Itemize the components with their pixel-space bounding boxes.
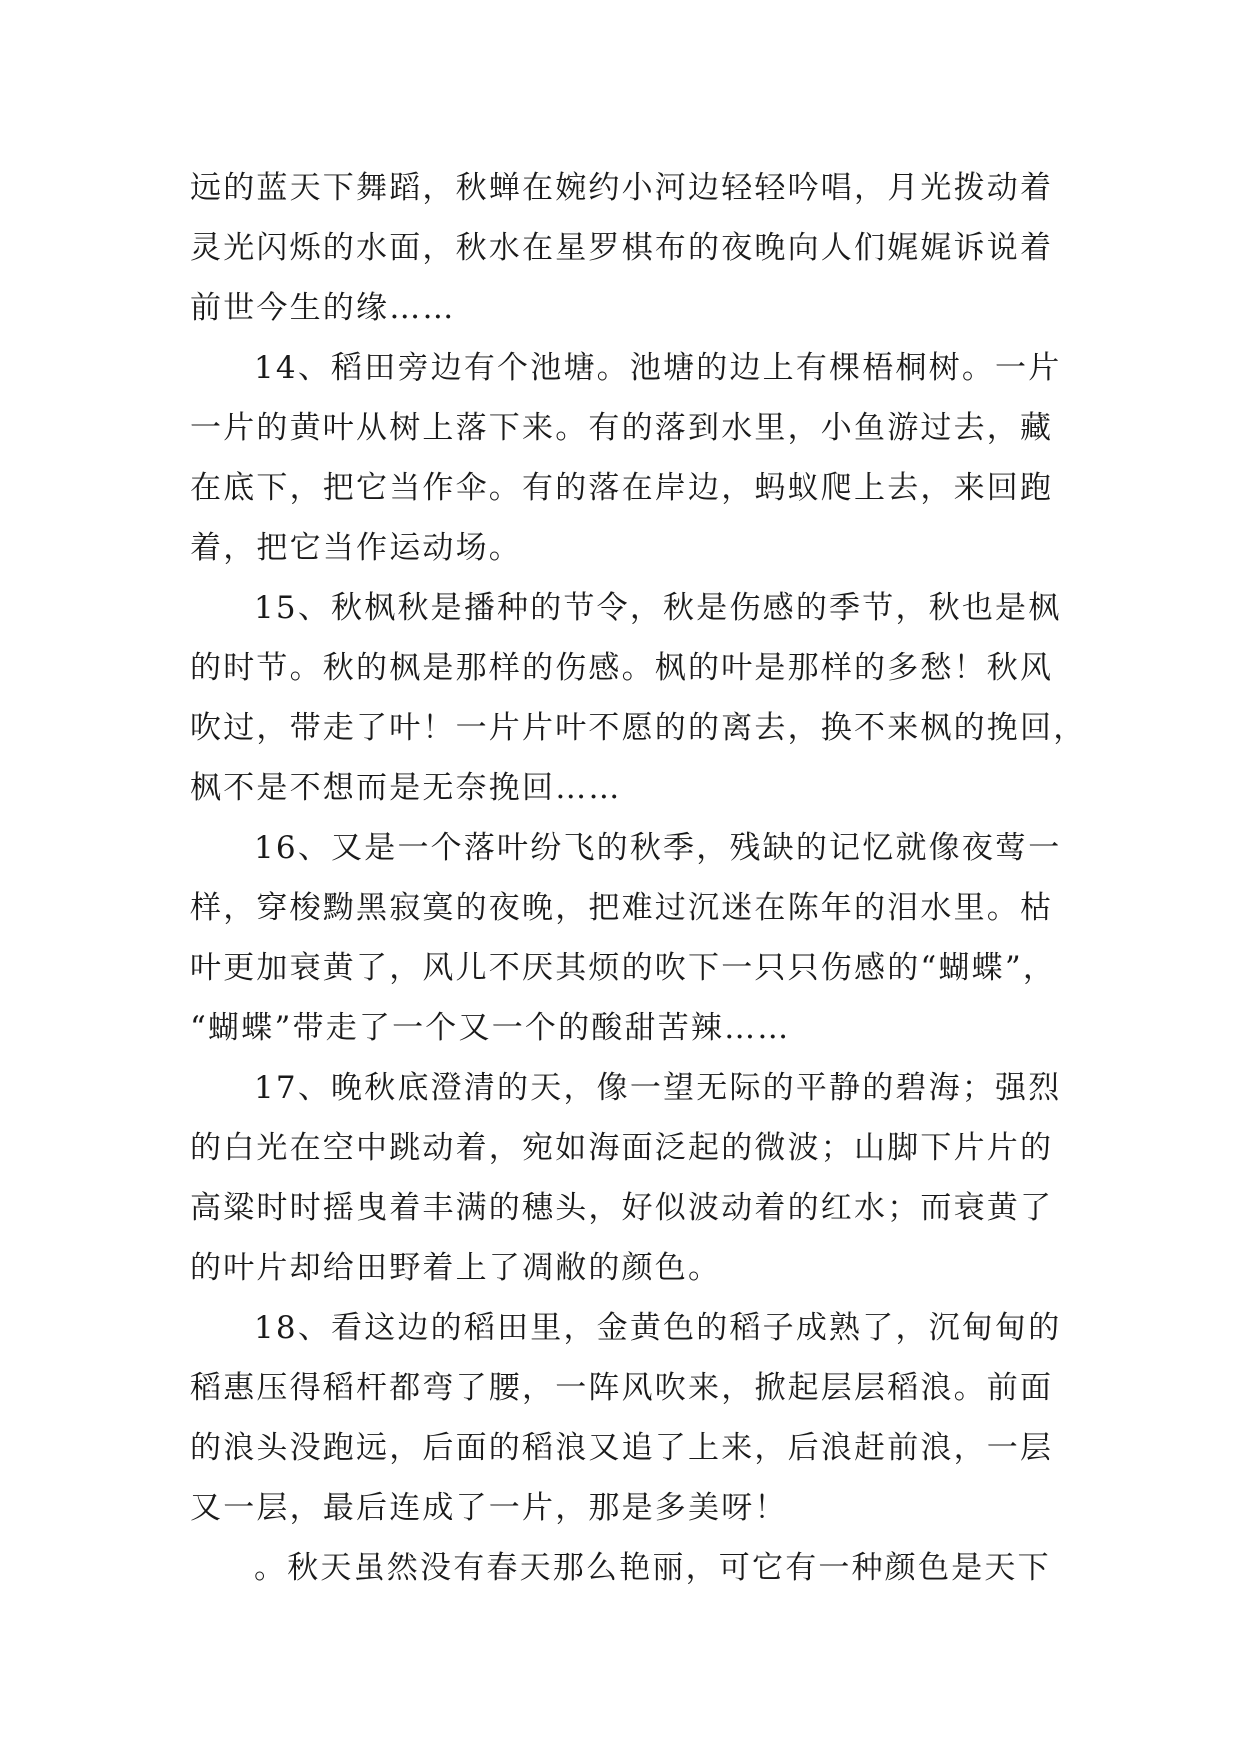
text-line: 14、稻田旁边有个池塘。池塘的边上有棵梧桐树。一片	[254, 350, 1062, 386]
text-line: 叶更加衰黄了，风儿不厌其烦的吹下一只只伤感的“蝴蝶”，	[190, 950, 1057, 986]
text-line: 的浪头没跑远，后面的稻浪又追了上来，后浪赶前浪，一层	[190, 1430, 1054, 1466]
text-line: 又一层，最后连成了一片，那是多美呀！	[190, 1490, 788, 1526]
paragraph-final	[190, 1538, 1060, 1598]
document-body	[190, 158, 1087, 1598]
text-line: “蝴蝶”带走了一个又一个的酸甜苦辣……	[190, 1010, 791, 1046]
text-line: 前世今生的缘……	[190, 290, 456, 326]
paragraph-16	[190, 818, 1060, 1058]
paragraph-17	[190, 1058, 1060, 1298]
text-line: 15、秋枫秋是播种的节令，秋是伤感的季节，秋也是枫	[254, 590, 1062, 626]
text-line: 灵光闪烁的水面，秋水在星罗棋布的夜晚向人们娓娓诉说着	[190, 230, 1054, 266]
text-line: 的叶片却给田野着上了凋敝的颜色。	[190, 1250, 722, 1286]
text-line: 远的蓝天下舞蹈，秋蝉在婉约小河边轻轻吟唱，月光拨动着	[190, 170, 1054, 206]
text-line: 的时节。秋的枫是那样的伤感。枫的叶是那样的多愁！秋风	[190, 650, 1054, 686]
text-line: 枫不是不想而是无奈挽回……	[190, 770, 622, 806]
text-line: 。秋天虽然没有春天那么艳丽，可它有一种颜色是天下	[254, 1550, 1051, 1586]
text-line: 高粱时时摇曳着丰满的穗头，好似波动着的红水；而衰黄了	[190, 1190, 1054, 1226]
text-line: 的白光在空中跳动着，宛如海面泛起的微波；山脚下片片的	[190, 1130, 1054, 1166]
paragraph-continuation	[190, 158, 1060, 338]
text-line: 16、又是一个落叶纷飞的秋季，残缺的记忆就像夜莺一	[254, 830, 1062, 866]
text-line: 稻惠压得稻杆都弯了腰，一阵风吹来，掀起层层稻浪。前面	[190, 1370, 1054, 1406]
text-line: 样，穿梭黝黑寂寞的夜晚，把难过沉迷在陈年的泪水里。枯	[190, 890, 1054, 926]
paragraph-15	[190, 578, 1087, 818]
text-line: 一片的黄叶从树上落下来。有的落到水里，小鱼游过去，藏	[190, 410, 1054, 446]
text-line: 在底下，把它当作伞。有的落在岸边，蚂蚁爬上去，来回跑	[190, 470, 1054, 506]
text-line: 着，把它当作运动场。	[190, 530, 522, 566]
text-line: 17、晚秋底澄清的天，像一望无际的平静的碧海；强烈	[254, 1070, 1062, 1106]
paragraph-18	[190, 1298, 1060, 1538]
text-line: 18、看这边的稻田里，金黄色的稻子成熟了，沉甸甸的	[254, 1310, 1062, 1346]
text-line: 吹过，带走了叶！一片片叶不愿的的离去，换不来枫的挽回，	[190, 710, 1087, 746]
paragraph-14	[190, 338, 1060, 578]
